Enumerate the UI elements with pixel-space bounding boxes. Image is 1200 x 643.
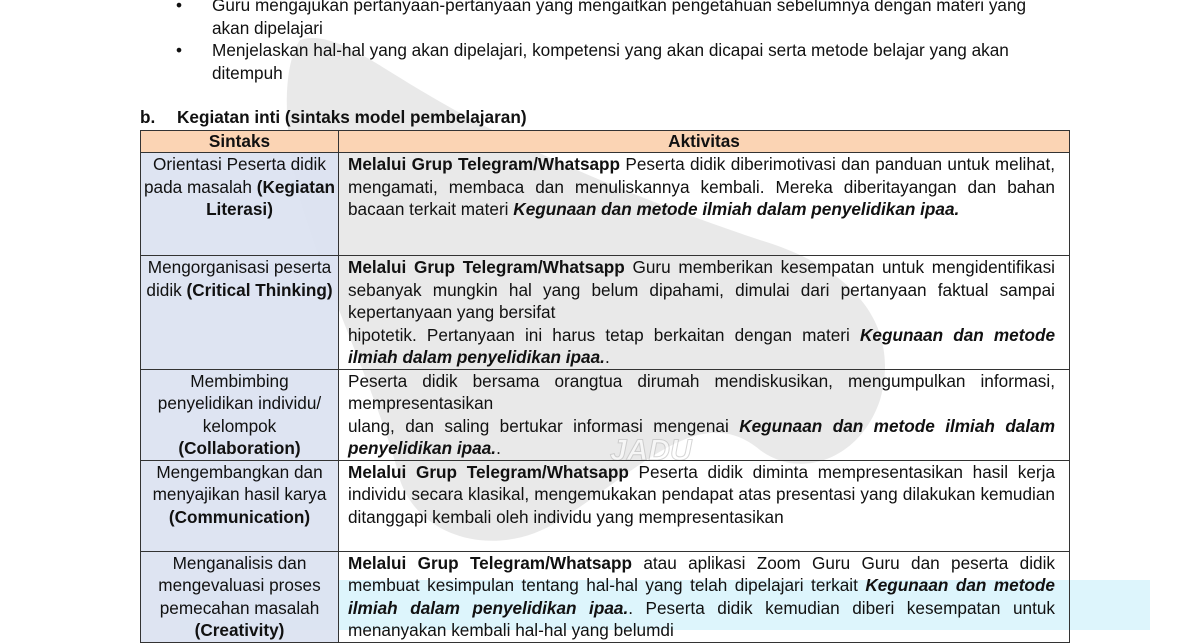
- syntax-table: [140, 130, 1070, 643]
- aktivitas-cell: [339, 551, 1070, 642]
- sintaks-text-segment: Membimbing penyelidikan individu/ kelompok: [157, 370, 322, 436]
- bullet-item: • Menjelaskan hal-hal yang akan dipelajari, kompetensi yang akan dicapai serta metode belajar yang akan ditempuh: [168, 39, 1048, 84]
- sintaks-text-segment: (Kegiatan Literasi): [206, 176, 336, 219]
- aktivitas-text-segment: Melalui Grup Telegram/Whatsapp: [348, 154, 621, 174]
- aktivitas-text-segment: Melalui Grup Telegram/Whatsapp: [348, 552, 632, 573]
- aktivitas-text-segment: Melalui Grup Telegram/Whatsapp: [348, 461, 629, 482]
- aktivitas-text-segment: Kegunaan dan metode ilmiah dalam penyelidikan ipaa.: [513, 199, 960, 219]
- aktivitas-cell: [339, 153, 1070, 256]
- table-header-row: [141, 131, 1070, 153]
- aktivitas-text-segment: atau aplikasi Zoom Guru Guru dan peserta didik membuat kesimpulan tentang hal-hal yang telah dipelajari terkait: [348, 552, 1056, 595]
- sintaks-text-segment: Orientasi Peserta didik pada masalah: [143, 154, 326, 197]
- aktivitas-text-segment: .: [604, 347, 610, 367]
- sintaks-cell: [141, 460, 339, 551]
- aktivitas-cell: [339, 460, 1070, 551]
- sintaks-text-segment: (Communication): [168, 506, 311, 527]
- section-label: b.: [140, 107, 156, 127]
- aktivitas-text-segment: Kegunaan dan metode ilmiah dalam penyelidikan ipaa.: [348, 575, 1055, 618]
- sintaks-cell: [141, 551, 339, 642]
- watermark-text: JADU: [610, 434, 692, 467]
- header-aktivitas: Aktivitas: [339, 131, 1070, 153]
- aktivitas-text-segment: Peserta didik bersama orangtua dirumah mendiskusikan, mengumpulkan informasi, mempresentasikan ulang, dan saling bertukar informasi mengenai: [348, 370, 1055, 436]
- sintaks-text-segment: Menganalisis dan mengevaluasi proses pemecahan masalah: [158, 552, 321, 618]
- aktivitas-text-segment: Peserta didik diminta mempresentasikan hasil kerja individu secara klasikal, mengemukakan pendapat atas presentasi yang dilakukan kemudian ditanggapi kembali oleh individu yang mempresentasikan: [348, 461, 1056, 527]
- sintaks-text-segment: Mengembangkan dan menyajikan hasil karya: [152, 461, 327, 504]
- bullet-list: [168, 0, 1048, 84]
- aktivitas-text-segment: . Peserta didik kemudian diberi kesempatan untuk menanyakan kembali hal-hal yang belumdi: [348, 597, 1055, 640]
- table-row: [141, 460, 1070, 551]
- table-row: [141, 369, 1070, 460]
- section-heading: [140, 107, 527, 128]
- aktivitas-text-segment: Guru memberikan kesempatan untuk mengidentifikasi sebanyak mungkin hal yang belum dipahami, dimulai dari pertanyaan faktual sampai kepertanyaan yang bersifat hipotetik. Pertanyaan ini harus tetap berkaitan dengan materi: [348, 257, 1055, 345]
- sintaks-cell: [141, 256, 339, 370]
- aktivitas-cell: [339, 256, 1070, 370]
- sintaks-text-segment: (Creativity): [194, 620, 285, 640]
- sintaks-cell: [141, 153, 339, 256]
- bullet-item: • Guru mengajukan pertanyaan-pertanyaan yang mengaitkan pengetahuan sebelumnya dengan materi yang akan dipelajari: [168, 0, 1048, 39]
- aktivitas-cell: [339, 369, 1070, 460]
- aktivitas-text-segment: Melalui Grup Telegram/Whatsapp: [348, 257, 625, 277]
- section-title: Kegiatan inti (sintaks model pembelajaran): [177, 107, 527, 127]
- sintaks-cell: [141, 369, 339, 460]
- sintaks-text-segment: (Critical Thinking): [186, 279, 333, 300]
- sintaks-text-segment: (Collaboration): [178, 438, 301, 458]
- aktivitas-text-segment: .: [496, 438, 501, 458]
- sintaks-text-segment: Mengorganisasi peserta didik: [146, 257, 332, 300]
- header-sintaks: Sintaks: [141, 131, 339, 153]
- aktivitas-text-segment: Kegunaan dan metode ilmiah dalam penyelidikan ipaa.: [348, 415, 1055, 458]
- aktivitas-text-segment: Peserta didik diberimotivasi dan panduan untuk melihat, mengamati, membaca dan menuliskannya kembali. Mereka diberitayangan dan bahan bacaan terkait materi: [348, 154, 1055, 219]
- table-row: [141, 256, 1070, 370]
- aktivitas-text-segment: Kegunaan dan metode ilmiah dalam penyelidikan ipaa.: [348, 324, 1056, 367]
- table-row: [141, 551, 1070, 642]
- table-row: [141, 153, 1070, 256]
